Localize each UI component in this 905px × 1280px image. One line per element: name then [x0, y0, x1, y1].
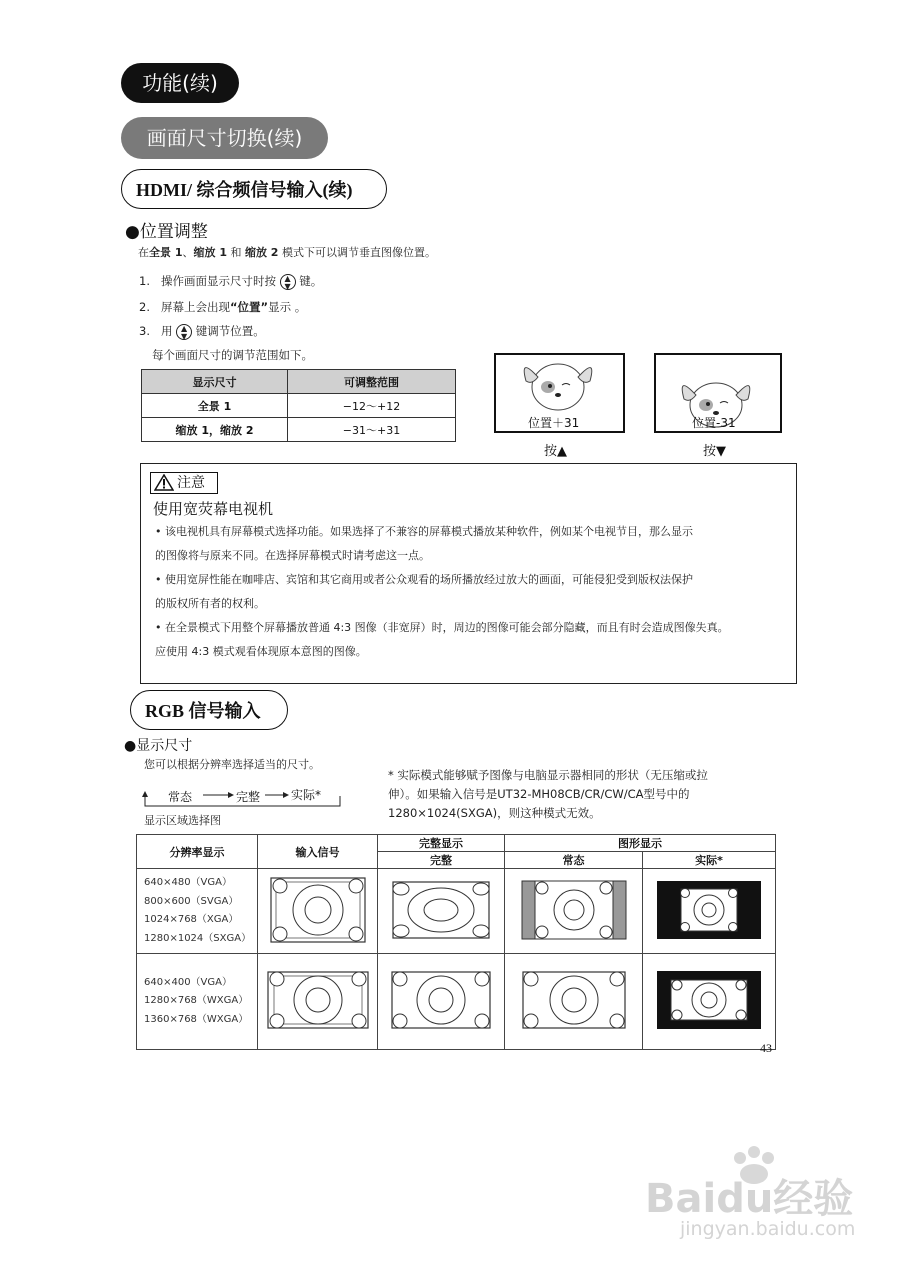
- resolution-item: 1280×1024（SXGA）: [144, 932, 252, 944]
- function-title: 功能(续): [121, 63, 239, 103]
- col-graphic-group: 图形显示: [505, 835, 776, 852]
- caution-label: [150, 472, 218, 494]
- actual-wide-cell: [643, 954, 776, 1050]
- hdmi-heading: [121, 169, 387, 209]
- press-down-label: 按▼: [703, 444, 726, 459]
- caution-label-text: 注意: [177, 475, 205, 491]
- normal-wide-cell: [505, 954, 643, 1050]
- col-input: 输入信号: [258, 835, 378, 869]
- tv-down-label: 位置-31: [692, 416, 736, 430]
- resolution-table: [136, 834, 776, 1050]
- tv-position-down: [654, 353, 782, 433]
- tv-up-label: 位置＋31: [528, 416, 580, 430]
- resolution-item: 800×600（SVGA）: [144, 895, 239, 907]
- test-pattern-wide-actual-icon: [656, 970, 762, 1030]
- table-row: [137, 954, 776, 1050]
- rgb-heading-text: RGB 信号输入: [145, 701, 261, 721]
- note-line: 伸）。如果输入信号是UT32-MH08CB/CR/CW/CA型号中的: [388, 787, 690, 801]
- tv-position-up: [494, 353, 625, 433]
- test-pattern-43-icon: [268, 875, 368, 945]
- full-43-cell: [378, 869, 505, 954]
- up-down-key-icon: ▲ ▼: [176, 324, 192, 340]
- step-text: 用: [160, 324, 173, 338]
- step-2: [139, 299, 306, 315]
- test-pattern-wide-icon: [266, 970, 370, 1030]
- note-line: * 实际模式能够赋予图像与电脑显示器相同的形状（无压缩或拉: [388, 768, 708, 782]
- resolution-item: 640×400（VGA）: [144, 976, 232, 988]
- step-3: [139, 323, 265, 340]
- col-actual: 实际*: [643, 852, 776, 869]
- test-pattern-43-stretched-icon: [391, 880, 491, 940]
- step-text: 键。: [299, 274, 323, 288]
- page-number: 43: [760, 1041, 772, 1055]
- table-cell: −12～+12: [288, 394, 456, 418]
- watermark-url: jingyan.baidu.com: [680, 1218, 856, 1240]
- step-text: 屏幕上会出现: [160, 300, 230, 314]
- press-up-label: 按▲: [544, 444, 567, 459]
- table-header-row: [142, 370, 456, 394]
- test-pattern-wide-full-icon: [390, 970, 492, 1030]
- intro-mode-1: 全景 1: [149, 246, 183, 259]
- intro-part: 和: [226, 246, 242, 259]
- step-text: 键调节位置。: [195, 324, 265, 338]
- caution-line: • 使用宽屏性能在咖啡店、宾馆和其它商用或者公众观看的场所播放经过放大的画面，可能侵犯受到版权法保护: [155, 573, 693, 586]
- col-normal: 常态: [505, 852, 643, 869]
- caution-title: 使用宽荧幕电视机: [153, 500, 274, 518]
- resolution-item: 640×480（VGA）: [144, 877, 232, 888]
- table-cell: 全景 1: [142, 394, 288, 418]
- flow-full: 完整: [236, 790, 261, 804]
- step-bold: “位置”: [229, 300, 269, 314]
- resolution-item: 1360×768（WXGA）: [144, 1013, 249, 1025]
- watermark-brand: Baidu经验: [645, 1176, 854, 1222]
- caution-line: 的版权所有者的权利。: [155, 597, 265, 610]
- intro-part: 在: [138, 246, 149, 259]
- up-down-key-icon: ▲ ▼: [280, 274, 296, 290]
- note-line: 1280×1024(SXGA)，则这种模式无效。: [388, 806, 601, 820]
- intro-part: 、: [182, 246, 194, 259]
- rgb-intro: 您可以根据分辨率选择适当的尺寸。: [144, 758, 320, 771]
- caution-line: 的图像将与原来不同。在选择屏幕模式时请考虑这一点。: [155, 549, 430, 562]
- table-cell: 缩放 1，缩放 2: [142, 418, 288, 442]
- table-header: 显示尺寸: [142, 370, 288, 394]
- full-wide-cell: [378, 954, 505, 1050]
- resolution-list-43: [137, 869, 258, 954]
- section-title: 画面尺寸切换(续): [121, 117, 328, 159]
- position-intro: [138, 244, 436, 260]
- caution-line: • 该电视机具有屏幕模式选择功能。如果选择了不兼容的屏幕模式播放某种软件，例如某个电视节目，那么显示: [155, 525, 693, 538]
- normal-43-cell: [505, 869, 643, 954]
- col-full: 完整: [378, 852, 505, 869]
- step-1: [139, 273, 322, 290]
- intro-mode-2: 缩放 1: [193, 246, 227, 259]
- caution-line: • 在全景模式下用整个屏幕播放普通 4:3 图像（非宽屏）时，周边的图像可能会部分隐藏，而且有时会造成图像失真。: [155, 621, 729, 634]
- table-header: 可调整范围: [288, 370, 456, 394]
- table-row: [137, 869, 776, 954]
- caution-line: 应使用 4:3 模式观看体现原本意图的图像。: [155, 645, 367, 658]
- input-43-cell: [258, 869, 378, 954]
- step-text: 操作画面显示尺寸时按: [160, 274, 276, 288]
- step-number: 3.: [139, 324, 150, 338]
- range-note: 每个画面尺寸的调节范围如下。: [152, 348, 313, 362]
- input-wide-cell: [258, 954, 378, 1050]
- resolution-item: 1280×768（WXGA）: [144, 995, 249, 1007]
- resolution-item: 1024×768（XGA）: [144, 914, 239, 925]
- table-row: [142, 418, 456, 442]
- resolution-list-wide: [137, 954, 258, 1050]
- step-number: 1.: [139, 274, 150, 288]
- display-size-heading: ●显示尺寸: [124, 738, 193, 754]
- rgb-heading: [130, 690, 288, 730]
- test-pattern-43-actual-icon: [656, 880, 762, 940]
- test-pattern-wide-normal-icon: [521, 970, 627, 1030]
- step-number: 2.: [139, 300, 150, 314]
- actual-43-cell: [643, 869, 776, 954]
- flow-caption: 显示区域选择图: [144, 814, 221, 827]
- col-full-group: 完整显示: [378, 835, 505, 852]
- step-text: 显示 。: [268, 300, 307, 314]
- hdmi-heading-text: HDMI/ 综合频信号输入(续): [136, 180, 353, 200]
- col-resolution: 分辨率显示: [137, 835, 258, 869]
- flow-actual: 实际*: [291, 788, 322, 802]
- position-heading: ●位置调整: [125, 222, 208, 242]
- test-pattern-43-pillarbox-icon: [521, 880, 627, 940]
- intro-mode-3: 缩放 2: [244, 246, 279, 259]
- actual-mode-note: [388, 766, 708, 823]
- caution-box: [140, 463, 797, 684]
- table-header-row: [137, 835, 776, 852]
- table-row: [142, 394, 456, 418]
- flow-normal: 常态: [168, 790, 193, 804]
- warning-icon: [154, 474, 174, 491]
- adjust-range-table: [141, 369, 456, 442]
- table-cell: −31～+31: [288, 418, 456, 442]
- intro-part: 模式下可以调节垂直图像位置。: [278, 246, 436, 259]
